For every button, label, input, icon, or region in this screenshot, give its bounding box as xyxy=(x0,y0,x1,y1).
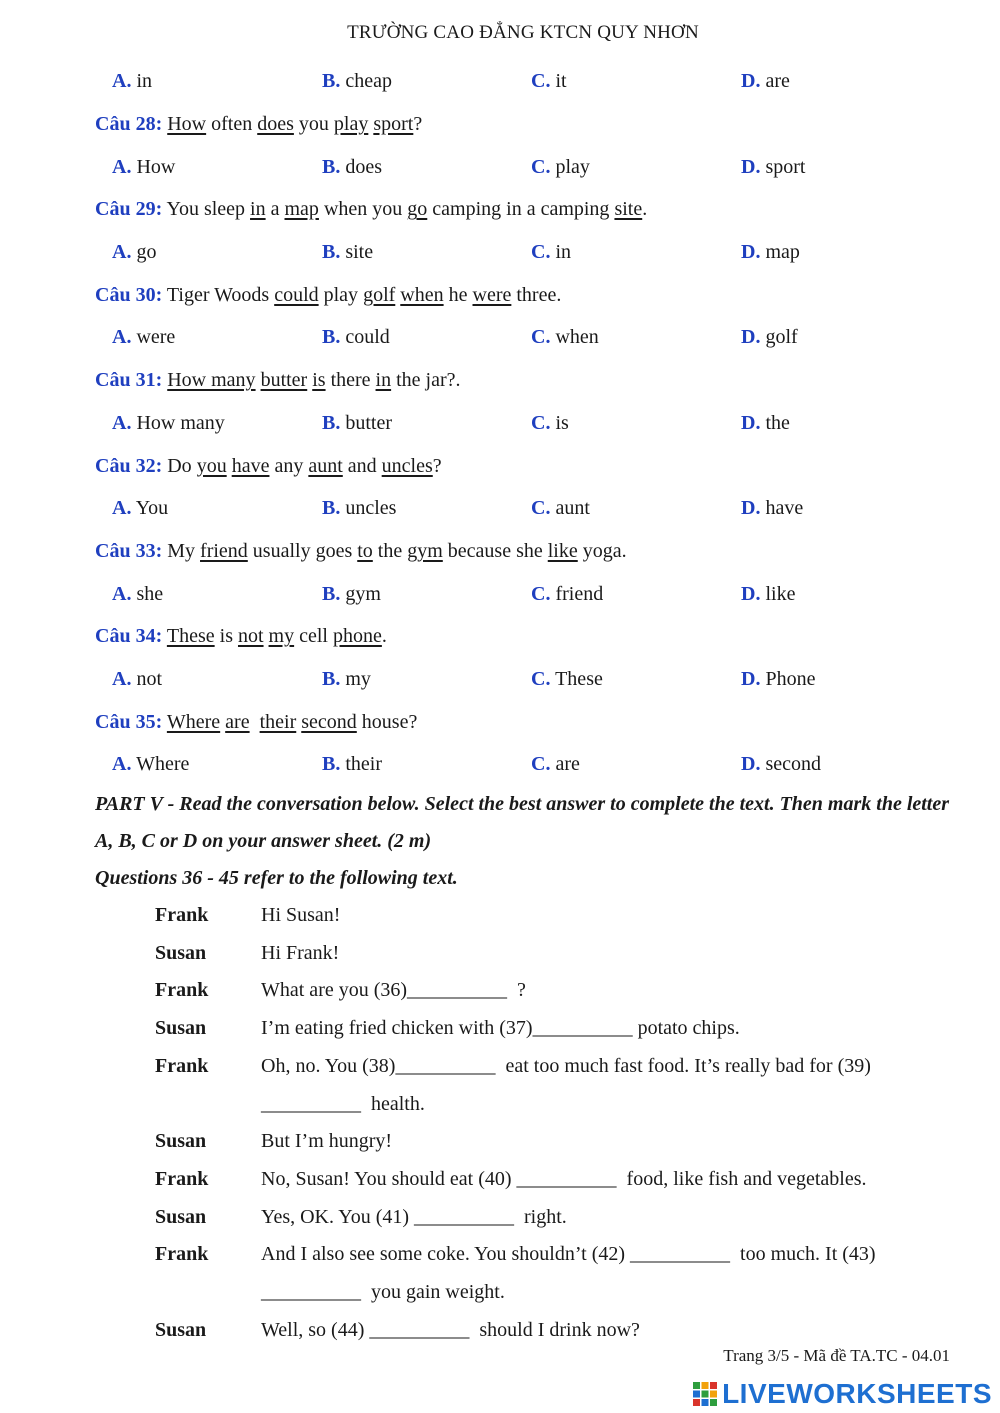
options-row xyxy=(0,326,1000,356)
underlined-word: play xyxy=(333,113,369,135)
option-b xyxy=(322,412,392,435)
question-stem xyxy=(95,711,417,734)
question-number: Câu 33: xyxy=(95,540,163,562)
question-text: ? xyxy=(432,454,442,477)
question-text: three. xyxy=(511,283,562,306)
speaker-name: Frank xyxy=(155,904,209,926)
options-row xyxy=(0,668,1000,698)
option-letter: A. xyxy=(112,155,132,178)
option-c xyxy=(531,668,603,691)
question-text: a xyxy=(265,198,285,221)
question-text: house? xyxy=(356,710,418,733)
option-d xyxy=(741,412,790,435)
page-header: TRƯỜNG CAO ĐẲNG KTCN QUY NHƠN xyxy=(347,22,699,43)
underlined-word: friend xyxy=(200,540,248,562)
dialogue-line: Oh, no. You (38)__________ eat too much fast food. It’s really bad for (39) xyxy=(261,1054,871,1077)
option-text: site xyxy=(345,240,374,263)
option-text: second xyxy=(765,753,821,776)
question-text: when you xyxy=(318,198,408,221)
speaker-name: Frank xyxy=(155,1054,209,1077)
question-text: . xyxy=(642,198,648,221)
option-letter: B. xyxy=(322,326,341,349)
option-text: go xyxy=(136,240,157,263)
option-c xyxy=(531,497,590,520)
option-text: is xyxy=(555,411,569,434)
option-letter: C. xyxy=(531,70,551,92)
option-text: in xyxy=(136,70,153,92)
option-d xyxy=(741,753,821,776)
underlined-word: sport xyxy=(373,113,414,135)
underlined-word: map xyxy=(284,198,319,221)
question-stem xyxy=(95,113,422,136)
underlined-word: These xyxy=(166,625,215,648)
options-row xyxy=(0,497,1000,527)
question-number: Câu 32: xyxy=(95,454,163,477)
option-text: play xyxy=(555,155,590,178)
dialogue-line: No, Susan! You should eat (40) __________ food, like fish and vegetables. xyxy=(261,1167,867,1190)
option-letter: B. xyxy=(322,753,341,776)
option-d xyxy=(741,668,815,691)
question-text: the jar?. xyxy=(391,369,461,392)
option-letter: D. xyxy=(741,667,761,690)
option-letter: B. xyxy=(322,667,341,690)
question-text: yoga. xyxy=(577,540,627,562)
underlined-word: my xyxy=(268,625,295,648)
option-letter: A. xyxy=(112,70,132,92)
option-d xyxy=(741,497,803,520)
speaker-name: Susan xyxy=(155,941,207,964)
option-text: are xyxy=(765,70,790,92)
option-text: are xyxy=(555,753,580,776)
part-v-instruction: PART V - Read the conversation below. Select the best answer to complete the text. Then mark the letter A, B, C or D on your answer sheet. (2 m) xyxy=(95,793,950,852)
option-text: How many xyxy=(136,411,225,434)
option-b xyxy=(322,241,373,264)
option-letter: B. xyxy=(322,240,341,263)
question-number: Câu 28: xyxy=(95,113,163,135)
option-a xyxy=(112,668,162,691)
speaker-name: Susan xyxy=(155,1205,207,1228)
option-letter: C. xyxy=(531,411,551,434)
options-row xyxy=(0,156,1000,186)
option-text: How xyxy=(136,155,176,178)
option-letter: D. xyxy=(741,411,761,434)
option-d xyxy=(741,70,790,93)
speaker-name: Susan xyxy=(155,1017,207,1040)
option-letter: D. xyxy=(741,582,761,605)
questions-intro: Questions 36 - 45 refer to the following text. xyxy=(95,867,458,889)
options-row xyxy=(0,753,1000,783)
option-text: not xyxy=(136,667,163,690)
underlined-word: in xyxy=(375,369,392,392)
option-text: could xyxy=(345,326,390,349)
question-text: cell xyxy=(294,625,333,648)
speaker-name: Susan xyxy=(155,1318,207,1341)
question-number: Câu 30: xyxy=(95,283,163,306)
underlined-word: you xyxy=(196,454,227,477)
option-text: gym xyxy=(345,582,381,605)
question-text: play xyxy=(318,283,364,306)
option-b xyxy=(322,70,392,93)
option-a xyxy=(112,497,168,520)
option-c xyxy=(531,70,567,93)
option-letter: A. xyxy=(112,411,132,434)
underlined-word: is xyxy=(312,369,326,392)
option-c xyxy=(531,753,580,776)
underlined-word: in xyxy=(250,198,266,221)
option-letter: D. xyxy=(741,497,761,520)
option-letter: C. xyxy=(531,667,551,690)
underlined-word: aunt xyxy=(308,454,343,477)
dialogue-line: Yes, OK. You (41) __________ right. xyxy=(261,1205,567,1228)
liveworksheets-logo-text: LIVEWORKSHEETS xyxy=(722,1378,992,1409)
option-a xyxy=(112,412,225,435)
dialogue-line: But I’m hungry! xyxy=(261,1130,393,1153)
option-text: when xyxy=(555,326,599,349)
question-stem xyxy=(95,369,461,392)
option-text: have xyxy=(765,497,804,520)
option-letter: A. xyxy=(112,326,132,349)
question-stem xyxy=(95,284,561,307)
option-letter: A. xyxy=(112,667,132,690)
question-text: there xyxy=(325,369,376,392)
option-d xyxy=(741,241,800,264)
option-letter: C. xyxy=(531,240,551,263)
question-text: My xyxy=(167,540,201,562)
question-stem xyxy=(95,540,627,563)
underlined-word: their xyxy=(259,710,297,733)
option-a xyxy=(112,753,189,776)
option-d xyxy=(741,156,805,179)
option-letter: C. xyxy=(531,753,551,776)
speaker-name: Frank xyxy=(155,1167,209,1190)
option-d xyxy=(741,583,795,606)
option-b xyxy=(322,326,390,349)
option-a xyxy=(112,326,175,349)
option-c xyxy=(531,326,599,349)
question-text: you xyxy=(293,113,334,135)
options-row xyxy=(0,241,1000,271)
option-letter: C. xyxy=(531,326,551,349)
underlined-word: could xyxy=(274,283,319,306)
option-text: it xyxy=(555,70,567,92)
underlined-word: How many xyxy=(167,369,256,392)
question-text: ? xyxy=(413,113,423,135)
question-text: any xyxy=(269,454,309,477)
option-a xyxy=(112,70,152,93)
question-number: Câu 31: xyxy=(95,369,163,392)
underlined-word: go xyxy=(407,198,428,221)
option-letter: D. xyxy=(741,70,761,92)
dialogue-line: Hi Frank! xyxy=(261,941,340,964)
liveworksheets-logo-icon xyxy=(692,1381,718,1407)
option-letter: B. xyxy=(322,70,341,92)
option-b xyxy=(322,668,371,691)
option-text: does xyxy=(345,155,383,178)
option-a xyxy=(112,156,175,179)
liveworksheets-logo xyxy=(692,1377,992,1411)
underlined-word: were xyxy=(472,283,512,306)
option-c xyxy=(531,156,590,179)
option-text: You xyxy=(135,497,169,520)
option-letter: C. xyxy=(531,582,551,605)
option-letter: D. xyxy=(741,326,761,349)
option-letter: A. xyxy=(112,753,132,776)
option-c xyxy=(531,583,603,606)
question-number: Câu 34: xyxy=(95,625,163,648)
option-letter: B. xyxy=(322,155,341,178)
option-text: were xyxy=(136,326,176,349)
option-text: she xyxy=(136,582,164,605)
option-letter: B. xyxy=(322,411,341,434)
question-stem xyxy=(95,198,647,221)
question-text: usually goes xyxy=(247,540,358,562)
question-text: camping in a camping xyxy=(427,198,615,221)
underlined-word: like xyxy=(547,540,578,562)
option-letter: A. xyxy=(112,497,132,520)
question-text: You sleep xyxy=(166,198,251,221)
option-b xyxy=(322,583,381,606)
option-letter: D. xyxy=(741,753,761,776)
underlined-word: uncles xyxy=(381,454,433,477)
option-text: butter xyxy=(345,411,392,434)
question-text xyxy=(250,711,260,733)
question-text: because she xyxy=(442,540,548,562)
question-text: often xyxy=(206,113,258,135)
dialogue-line: __________ you gain weight. xyxy=(261,1281,505,1303)
dialogue-line: Hi Susan! xyxy=(261,904,341,926)
option-text: map xyxy=(765,240,800,263)
question-text: the xyxy=(372,540,408,562)
option-text: their xyxy=(345,753,382,776)
underlined-word: phone xyxy=(332,625,382,648)
option-letter: D. xyxy=(741,155,761,178)
underlined-word: when xyxy=(400,283,444,306)
underlined-word: golf xyxy=(363,283,396,306)
option-c xyxy=(531,412,569,435)
underlined-word: are xyxy=(225,710,250,733)
option-b xyxy=(322,497,396,520)
option-b xyxy=(322,156,382,179)
option-text: aunt xyxy=(555,497,590,520)
underlined-word: second xyxy=(301,710,357,733)
underlined-word: butter xyxy=(260,369,308,392)
question-number: Câu 29: xyxy=(95,198,163,221)
option-a xyxy=(112,583,163,606)
dialogue-line: I’m eating fried chicken with (37)__________ potato chips. xyxy=(261,1017,740,1040)
option-letter: A. xyxy=(112,582,132,605)
option-text: These xyxy=(555,667,603,690)
option-text: Where xyxy=(136,753,190,776)
dialogue-line: Well, so (44) __________ should I drink now? xyxy=(261,1318,640,1341)
speaker-name: Frank xyxy=(155,1243,209,1266)
underlined-word: does xyxy=(257,113,294,135)
speaker-name: Frank xyxy=(155,979,209,1002)
first-options-row xyxy=(0,70,1000,100)
dialogue-line: What are you (36)__________ ? xyxy=(261,979,526,1002)
option-text: the xyxy=(765,411,790,434)
underlined-word: How xyxy=(167,113,207,135)
option-text: my xyxy=(345,667,371,690)
options-row xyxy=(0,583,1000,613)
question-text: . xyxy=(381,625,387,648)
underlined-word: gym xyxy=(407,540,443,562)
option-text: like xyxy=(765,582,796,605)
question-text: Tiger Woods xyxy=(166,283,275,306)
option-text: sport xyxy=(765,155,806,178)
option-letter: A. xyxy=(112,240,132,263)
option-a xyxy=(112,241,156,264)
question-stem xyxy=(95,625,387,648)
options-row xyxy=(0,412,1000,442)
underlined-word: site xyxy=(614,198,643,221)
option-text: golf xyxy=(765,326,798,349)
option-b xyxy=(322,753,382,776)
speaker-name: Susan xyxy=(155,1130,207,1153)
option-text: uncles xyxy=(345,497,397,520)
question-text: is xyxy=(214,625,238,648)
dialogue-line: __________ health. xyxy=(261,1092,425,1115)
option-d xyxy=(741,326,798,349)
option-text: Phone xyxy=(765,667,816,690)
dialogue-line: And I also see some coke. You shouldn’t (42) __________ too much. It (43) xyxy=(261,1243,876,1266)
underlined-word: have xyxy=(231,454,270,477)
option-letter: B. xyxy=(322,582,341,605)
question-number: Câu 35: xyxy=(95,710,163,733)
question-text: he xyxy=(443,283,473,306)
option-letter: C. xyxy=(531,497,551,520)
question-text: Do xyxy=(167,454,197,477)
question-text: and xyxy=(342,454,382,477)
page-footer: Trang 3/5 - Mã đề TA.TC - 04.01 xyxy=(723,1346,950,1365)
option-letter: C. xyxy=(531,155,551,178)
option-text: in xyxy=(555,240,572,263)
option-letter: D. xyxy=(741,240,761,263)
option-text: cheap xyxy=(345,70,392,92)
question-stem xyxy=(95,455,442,478)
option-letter: B. xyxy=(322,497,341,520)
option-c xyxy=(531,241,571,264)
option-text: friend xyxy=(555,582,604,605)
underlined-word: Where xyxy=(166,710,221,733)
underlined-word: to xyxy=(357,540,373,562)
underlined-word: not xyxy=(237,625,264,648)
